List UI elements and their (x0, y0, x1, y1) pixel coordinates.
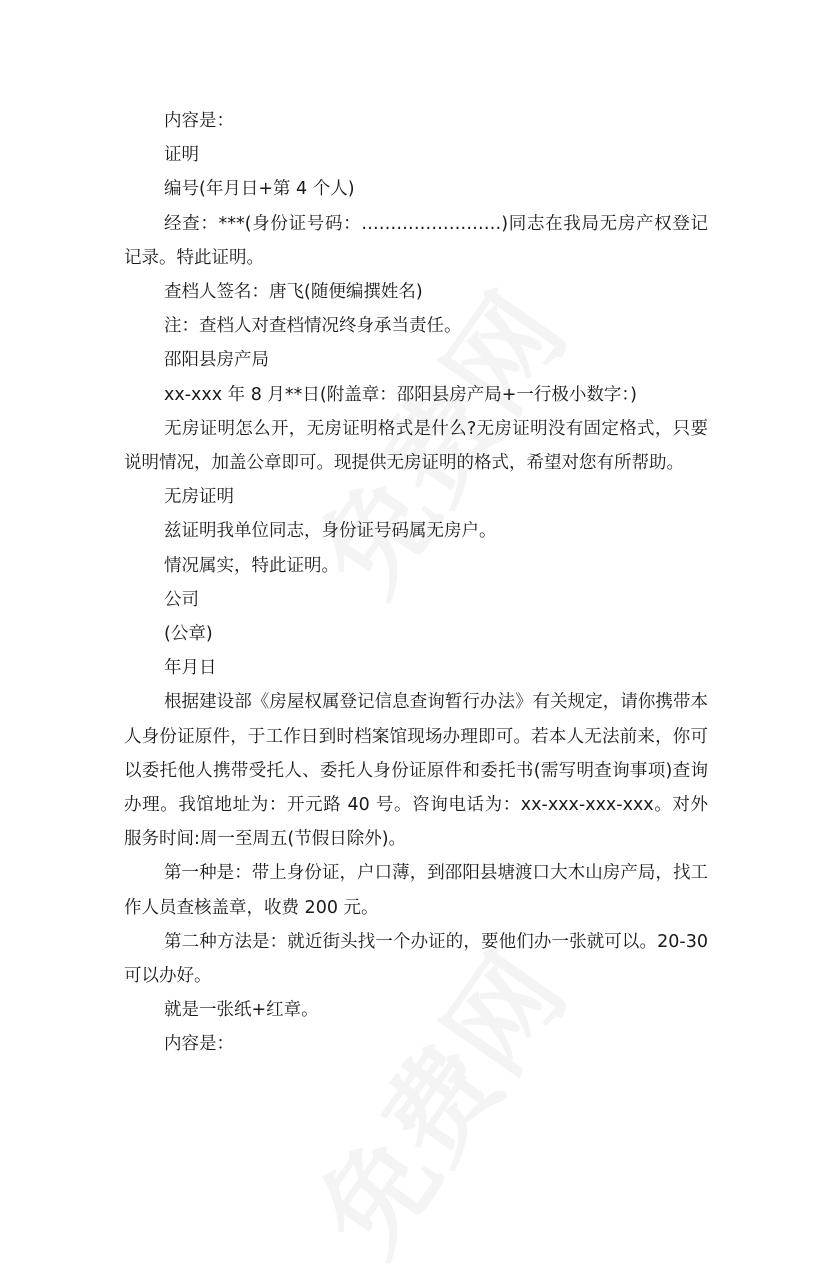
paragraph: 第二种方法是：就近街头找一个办证的，要他们办一张就可以。20-30 可以办好。 (124, 931, 708, 987)
paragraph: 无房证明 (164, 487, 234, 508)
paragraph: 注：查档人对查档情况终身承当责任。 (164, 316, 462, 337)
paragraph: 年月日 (164, 658, 217, 679)
paragraph: 根据建设部《房屋权属登记信息查询暂行办法》有关规定，请你携带本人身份证原件，于工作日到时档案馆现场办理即可。若本人无法前来，你可以委托他人携带受托人、委托人身份证原件和委托书(需写明查询事项)查询办理。我馆地址为：开元路 40 号。咨询电话为：xx-xxx-xxx-xxx。对外服务时间:周一至周五(节假日除外)。 (124, 692, 708, 850)
paragraph: (公章) (164, 624, 213, 645)
paragraph: xx-xxx 年 8 月**日(附盖章：邵阳县房产局+一行极小数字：) (164, 384, 637, 405)
paragraph: 内容是： (164, 111, 234, 131)
paragraph: 第一种是：带上身份证，户口薄，到邵阳县塘渡口大木山房产局，找工作人员查核盖章，收费 200 元。 (124, 863, 708, 918)
paragraph: 邵阳县房产局 (164, 350, 269, 371)
paragraph: 兹证明我单位同志，身份证号码属无房户。 (164, 521, 497, 542)
paragraph: 证明 (164, 145, 199, 166)
paragraph: 公司 (164, 589, 199, 610)
paragraph: 经查：***(身份证号码：……………………)同志在我局无房产权登记记录。特此证明。 (124, 213, 708, 268)
paragraph: 编号(年月日+第 4 个人) (164, 179, 355, 200)
paragraph: 无房证明怎么开，无房证明格式是什么?无房证明没有固定格式，只要说明情况，加盖公章即可。现提供无房证明的格式，希望对您有所帮助。 (124, 418, 708, 474)
document-body (124, 104, 708, 1062)
paragraph: 就是一张纸+红章。 (164, 1000, 319, 1021)
paragraph: 查档人签名：唐飞(随便编撰姓名) (164, 282, 423, 303)
paragraph: 情况属实，特此证明。 (164, 555, 339, 576)
paragraph: 内容是： (164, 1034, 234, 1055)
